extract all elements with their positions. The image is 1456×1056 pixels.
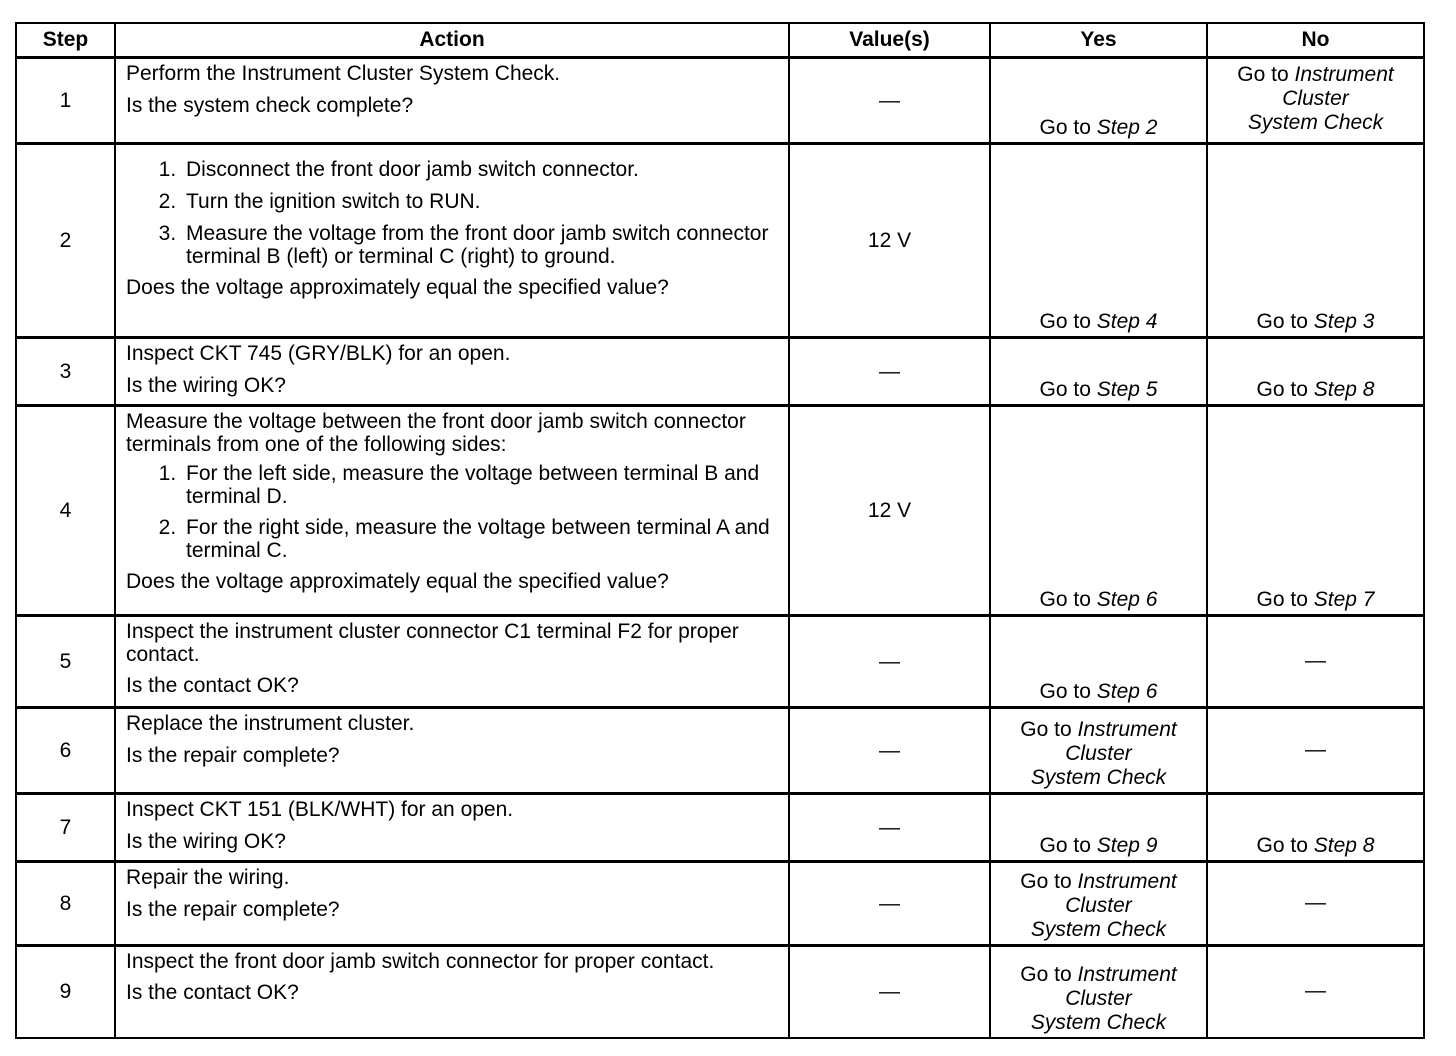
yes-cell bbox=[990, 946, 1207, 1038]
value-cell: — bbox=[789, 708, 990, 794]
step-number: 7 bbox=[16, 794, 115, 862]
header-action: Action bbox=[115, 23, 789, 58]
action-cell bbox=[115, 338, 789, 406]
action-question: Is the wiring OK? bbox=[126, 374, 286, 397]
no-goto[interactable]: Go to Instrument Cluster System Check bbox=[1237, 63, 1394, 134]
action-text: Inspect CKT 745 (GRY/BLK) for an open. bbox=[126, 342, 511, 365]
no-cell bbox=[1207, 338, 1424, 406]
action-cell bbox=[115, 406, 789, 616]
yes-goto[interactable]: Go to Step 4 bbox=[1039, 310, 1158, 333]
action-question: Is the wiring OK? bbox=[126, 830, 286, 853]
action-steps bbox=[126, 462, 780, 562]
step-number: 6 bbox=[16, 708, 115, 794]
yes-goto[interactable]: Go to Instrument Cluster System Check bbox=[1020, 962, 1177, 1034]
value-cell: — bbox=[789, 794, 990, 862]
action-cell bbox=[115, 58, 789, 144]
no-cell bbox=[1207, 794, 1424, 862]
yes-cell bbox=[990, 338, 1207, 406]
yes-cell bbox=[990, 708, 1207, 794]
no-cell bbox=[1207, 58, 1424, 144]
action-question: Is the contact OK? bbox=[126, 981, 299, 1004]
header-step: Step bbox=[16, 23, 115, 58]
yes-goto[interactable]: Go to Step 9 bbox=[1039, 834, 1158, 857]
no-cell: — bbox=[1207, 616, 1424, 708]
yes-goto[interactable]: Go to Instrument Cluster System Check bbox=[1020, 718, 1177, 789]
value-cell: — bbox=[789, 946, 990, 1038]
value-cell: — bbox=[789, 862, 990, 946]
yes-goto[interactable]: Go to Instrument Cluster System Check bbox=[1020, 870, 1177, 941]
action-question: Is the system check complete? bbox=[126, 94, 414, 117]
yes-cell bbox=[990, 616, 1207, 708]
step-number: 1 bbox=[16, 58, 115, 144]
no-cell: — bbox=[1207, 946, 1424, 1038]
action-step-item: 3. Measure the voltage from the front door jamb switch connector terminal B (left) or terminal C (right) to ground. bbox=[182, 222, 780, 268]
action-text: Perform the Instrument Cluster System Check. bbox=[126, 62, 561, 85]
action-question: Does the voltage approximately equal the specified value? bbox=[126, 570, 669, 593]
action-cell bbox=[115, 862, 789, 946]
table-row bbox=[16, 862, 1424, 946]
action-text: Replace the instrument cluster. bbox=[126, 712, 415, 735]
action-text: Inspect CKT 151 (BLK/WHT) for an open. bbox=[126, 798, 514, 821]
action-text: Inspect the front door jamb switch connector for proper contact. bbox=[126, 950, 715, 973]
no-cell: — bbox=[1207, 708, 1424, 794]
yes-goto[interactable]: Go to Step 6 bbox=[1039, 588, 1158, 611]
no-goto[interactable]: Go to Step 7 bbox=[1256, 588, 1375, 611]
action-step-item: 2. For the right side, measure the voltage between terminal A and terminal C. bbox=[182, 516, 780, 562]
no-goto[interactable]: Go to Step 8 bbox=[1256, 834, 1375, 857]
action-text: Repair the wiring. bbox=[126, 866, 290, 889]
diagnostic-table bbox=[15, 22, 1425, 1039]
step-number: 3 bbox=[16, 338, 115, 406]
no-goto[interactable]: Go to Step 3 bbox=[1256, 310, 1375, 333]
action-step-item: 2. Turn the ignition switch to RUN. bbox=[182, 190, 780, 214]
table-row bbox=[16, 616, 1424, 708]
value-cell: — bbox=[789, 338, 990, 406]
yes-cell bbox=[990, 406, 1207, 616]
yes-cell bbox=[990, 144, 1207, 338]
action-cell bbox=[115, 708, 789, 794]
yes-goto[interactable]: Go to Step 2 bbox=[1039, 116, 1158, 139]
step-number: 2 bbox=[16, 144, 115, 338]
value-cell: 12 V bbox=[789, 406, 990, 616]
no-cell bbox=[1207, 406, 1424, 616]
action-question: Is the repair complete? bbox=[126, 744, 340, 767]
step-number: 4 bbox=[16, 406, 115, 616]
action-question: Does the voltage approximately equal the specified value? bbox=[126, 276, 669, 299]
yes-goto[interactable]: Go to Step 5 bbox=[1039, 378, 1158, 401]
step-number: 9 bbox=[16, 946, 115, 1038]
action-steps bbox=[126, 158, 780, 268]
action-step-item: 1. For the left side, measure the voltage between terminal B and terminal D. bbox=[182, 462, 780, 508]
value-cell: — bbox=[789, 58, 990, 144]
value-cell: 12 V bbox=[789, 144, 990, 338]
yes-goto[interactable]: Go to Step 6 bbox=[1039, 680, 1158, 703]
action-cell bbox=[115, 946, 789, 1038]
no-cell: — bbox=[1207, 862, 1424, 946]
no-goto[interactable]: Go to Step 8 bbox=[1256, 378, 1375, 401]
step-number: 5 bbox=[16, 616, 115, 708]
header-row bbox=[16, 23, 1424, 58]
action-question: Is the contact OK? bbox=[126, 674, 299, 697]
header-no: No bbox=[1207, 23, 1424, 58]
action-cell bbox=[115, 794, 789, 862]
table-row bbox=[16, 144, 1424, 338]
action-cell bbox=[115, 144, 789, 338]
action-intro: Measure the voltage between the front door jamb switch connector terminals from one of the following sides: bbox=[126, 410, 746, 456]
header-values: Value(s) bbox=[789, 23, 990, 58]
table-row bbox=[16, 58, 1424, 144]
value-cell: — bbox=[789, 616, 990, 708]
table-row bbox=[16, 406, 1424, 616]
header-yes: Yes bbox=[990, 23, 1207, 58]
action-question: Is the repair complete? bbox=[126, 898, 340, 921]
table-row bbox=[16, 708, 1424, 794]
table-row bbox=[16, 794, 1424, 862]
table-row bbox=[16, 338, 1424, 406]
yes-cell bbox=[990, 58, 1207, 144]
action-text: Inspect the instrument cluster connector C1 terminal F2 for proper contact. bbox=[126, 620, 739, 666]
step-number: 8 bbox=[16, 862, 115, 946]
action-step-item: 1. Disconnect the front door jamb switch connector. bbox=[182, 158, 780, 182]
yes-cell bbox=[990, 794, 1207, 862]
no-cell bbox=[1207, 144, 1424, 338]
action-cell bbox=[115, 616, 789, 708]
table-row bbox=[16, 946, 1424, 1038]
yes-cell bbox=[990, 862, 1207, 946]
